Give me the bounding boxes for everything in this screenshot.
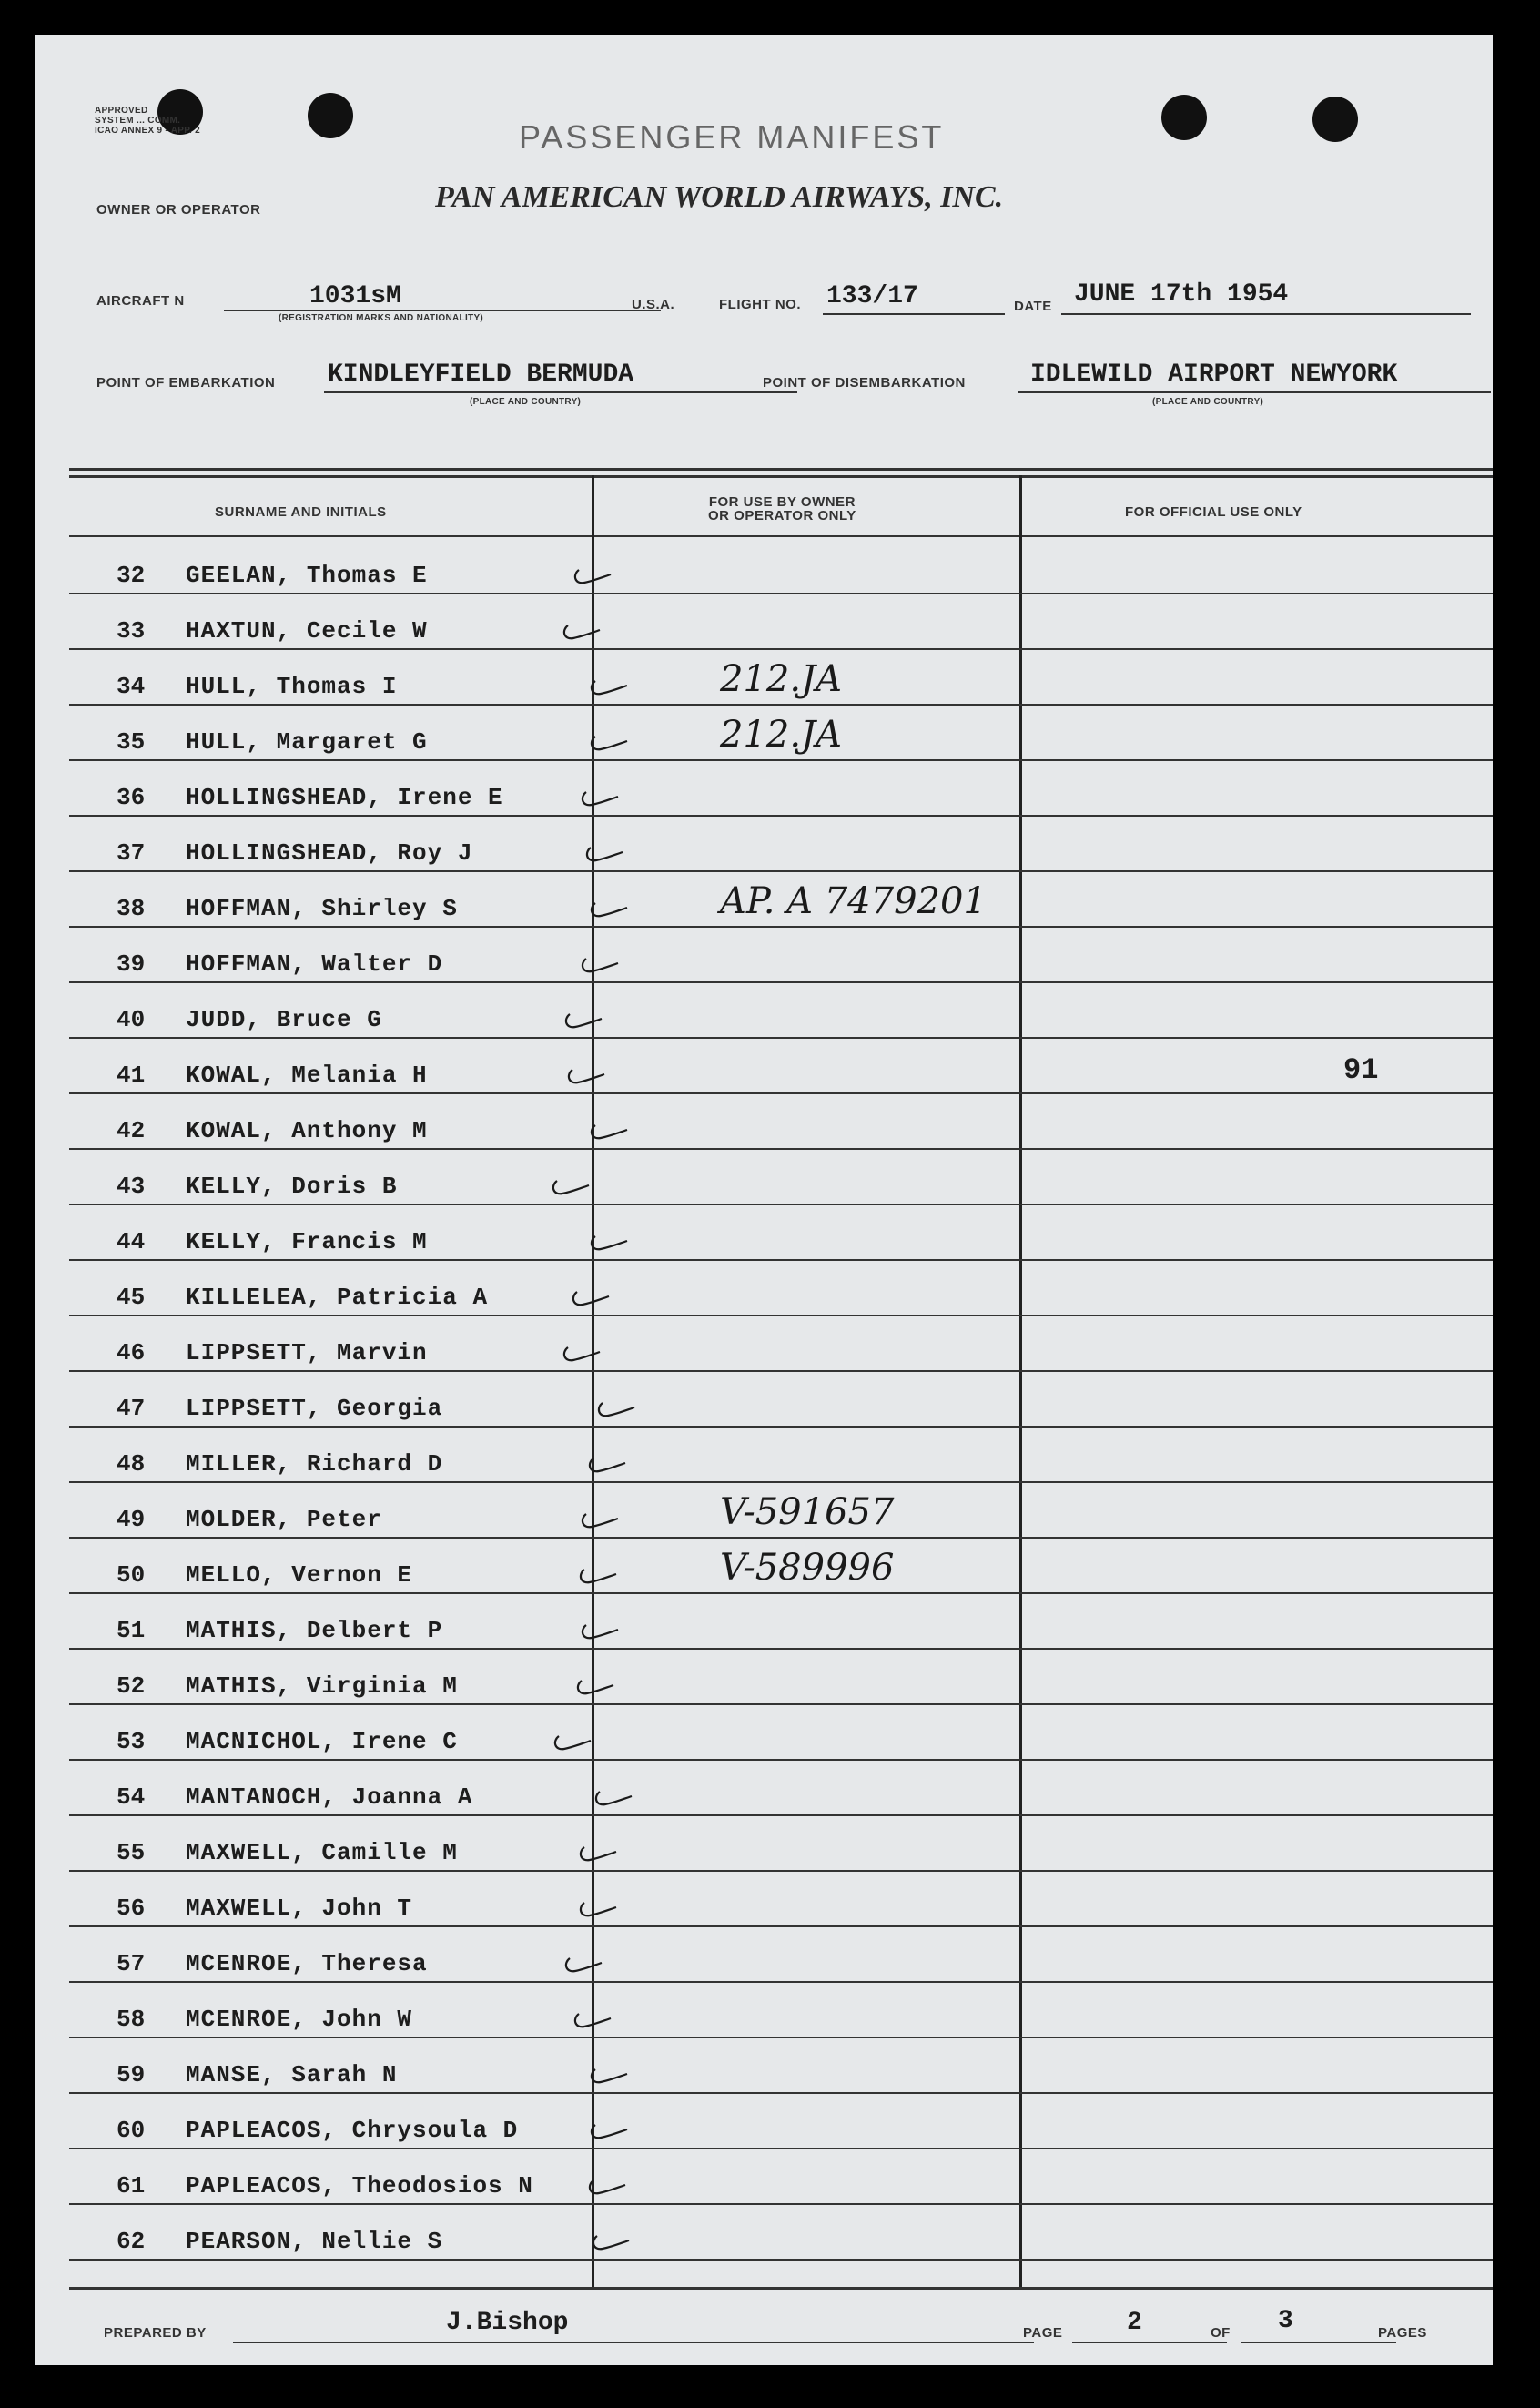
table-row — [69, 1481, 1493, 1539]
checkmark-icon — [588, 1123, 628, 1143]
punch-hole — [308, 93, 353, 138]
table-row — [69, 1092, 1493, 1150]
table-row — [69, 1703, 1493, 1761]
checkmark-icon — [550, 1178, 590, 1198]
checkmark-icon — [588, 678, 628, 698]
table-row — [69, 1537, 1493, 1594]
flight-number: 133/17 — [826, 282, 918, 310]
row-number: 44 — [117, 1228, 146, 1255]
page-title: PASSENGER MANIFEST — [519, 118, 945, 156]
checkmark-icon — [574, 1678, 614, 1698]
row-number: 33 — [117, 617, 146, 645]
row-number: 55 — [117, 1839, 146, 1866]
owner-label: OWNER OR OPERATOR — [96, 202, 261, 218]
passenger-name: MCENROE, John W — [186, 2006, 413, 2033]
row-number: 40 — [117, 1006, 146, 1033]
checkmark-icon — [561, 1345, 601, 1365]
table-row — [69, 648, 1493, 706]
embarkation-label: POINT OF EMBARKATION — [96, 375, 276, 391]
row-number: 35 — [117, 728, 146, 756]
checkmark-icon — [583, 845, 623, 865]
table-row — [69, 2148, 1493, 2205]
punch-hole — [1161, 95, 1207, 140]
table-row — [69, 1148, 1493, 1205]
row-number: 62 — [117, 2228, 146, 2255]
row-number: 38 — [117, 895, 146, 922]
passenger-name: HOLLINGSHEAD, Irene E — [186, 784, 503, 811]
passenger-name: LIPPSETT, Marvin — [186, 1339, 428, 1367]
table-row — [69, 1814, 1493, 1872]
owner-note: V-589996 — [720, 1547, 895, 1589]
country-label: U.S.A. — [632, 297, 675, 312]
date-value: JUNE 17th 1954 — [1074, 280, 1289, 309]
row-number: 36 — [117, 784, 146, 811]
manifest-page — [35, 35, 1493, 2365]
row-number: 54 — [117, 1783, 146, 1811]
checkmark-icon — [577, 1567, 617, 1587]
passenger-name: HOFFMAN, Walter D — [186, 950, 443, 978]
passenger-name: MAXWELL, Camille M — [186, 1839, 458, 1866]
row-number: 46 — [117, 1339, 146, 1367]
table-row — [69, 1259, 1493, 1316]
page-label: PAGE — [1023, 2325, 1063, 2341]
table-row — [69, 759, 1493, 817]
passenger-name: PEARSON, Nellie S — [186, 2228, 443, 2255]
approval-line: APPROVED — [95, 106, 148, 116]
checkmark-icon — [579, 1511, 619, 1531]
airline-name: PAN AMERICAN WORLD AIRWAYS, INC. — [435, 180, 1004, 214]
table-row — [69, 1315, 1493, 1372]
passenger-name: JUDD, Bruce G — [186, 1006, 382, 1033]
row-number: 45 — [117, 1284, 146, 1311]
approval-line: SYSTEM ... COMM. — [95, 116, 181, 126]
table-row — [69, 1870, 1493, 1927]
passenger-name: KELLY, Doris B — [186, 1173, 398, 1200]
checkmark-icon — [588, 2067, 628, 2087]
checkmark-icon — [593, 1789, 633, 1809]
passenger-name: MATHIS, Delbert P — [186, 1617, 443, 1644]
checkmark-icon — [579, 956, 619, 976]
table-row — [69, 593, 1493, 650]
table-row — [69, 1592, 1493, 1650]
row-number: 37 — [117, 839, 146, 867]
row-number: 52 — [117, 1672, 146, 1700]
owner-note: AP. A 7479201 — [720, 880, 987, 922]
passenger-name: LIPPSETT, Georgia — [186, 1395, 443, 1422]
passenger-name: HOFFMAN, Shirley S — [186, 895, 458, 922]
table-row — [69, 2092, 1493, 2149]
column-surname: SURNAME AND INITIALS — [215, 504, 387, 520]
embarkation-value: KINDLEYFIELD BERMUDA — [328, 361, 634, 389]
passenger-name: KOWAL, Melania H — [186, 1062, 428, 1089]
table-row — [69, 704, 1493, 761]
passenger-name: MELLO, Vernon E — [186, 1561, 413, 1589]
table-row — [69, 1648, 1493, 1705]
checkmark-icon — [577, 1900, 617, 1920]
passenger-name: HOLLINGSHEAD, Roy J — [186, 839, 473, 867]
passenger-name: GEELAN, Thomas E — [186, 562, 428, 589]
checkmark-icon — [562, 1956, 603, 1976]
checkmark-icon — [588, 734, 628, 754]
table-row — [69, 1370, 1493, 1428]
row-number: 58 — [117, 2006, 146, 2033]
column-owner-use-line: OR OPERATOR ONLY — [708, 508, 856, 523]
page-number: 2 — [1127, 2309, 1142, 2337]
aircraft-value: 1031sM — [309, 282, 401, 310]
checkmark-icon — [579, 1622, 619, 1642]
row-number: 60 — [117, 2117, 146, 2144]
checkmark-icon — [572, 2011, 612, 2031]
row-number: 49 — [117, 1506, 146, 1533]
checkmark-icon — [590, 2233, 630, 2253]
passenger-name: PAPLEACOS, Theodosios N — [186, 2172, 533, 2200]
table-row — [69, 1204, 1493, 1261]
table-row — [69, 2203, 1493, 2261]
checkmark-icon — [586, 2178, 626, 2198]
table-row — [69, 1925, 1493, 1983]
flight-label: FLIGHT NO. — [719, 297, 801, 312]
row-number: 51 — [117, 1617, 146, 1644]
checkmark-icon — [572, 567, 612, 587]
registration-caption: (REGISTRATION MARKS AND NATIONALITY) — [279, 313, 484, 323]
row-number: 50 — [117, 1561, 146, 1589]
prepared-by-label: PREPARED BY — [104, 2325, 207, 2341]
disembarkation-caption: (PLACE AND COUNTRY) — [1152, 397, 1264, 407]
column-official: FOR OFFICIAL USE ONLY — [1125, 504, 1302, 520]
table-row — [69, 815, 1493, 872]
prepared-by-value: J.Bishop — [446, 2309, 569, 2337]
of-label: OF — [1211, 2325, 1231, 2341]
row-number: 41 — [117, 1062, 146, 1089]
checkmark-icon — [562, 1011, 603, 1031]
total-pages: 3 — [1278, 2307, 1293, 2335]
table-row — [69, 2037, 1493, 2094]
passenger-name: MOLDER, Peter — [186, 1506, 382, 1533]
row-number: 57 — [117, 1950, 146, 1977]
passenger-name: MACNICHOL, Irene C — [186, 1728, 458, 1755]
pages-label: PAGES — [1378, 2325, 1427, 2341]
passenger-name: HULL, Margaret G — [186, 728, 428, 756]
row-number: 59 — [117, 2061, 146, 2088]
approval-stamp — [95, 106, 200, 136]
row-number: 56 — [117, 1895, 146, 1922]
passenger-name: KELLY, Francis M — [186, 1228, 428, 1255]
checkmark-icon — [588, 2122, 628, 2142]
column-owner-use-line: FOR USE BY OWNER — [708, 494, 856, 510]
checkmark-icon — [565, 1067, 605, 1087]
table-row — [69, 1426, 1493, 1483]
passenger-name: MATHIS, Virginia M — [186, 1672, 458, 1700]
passenger-name: MCENROE, Theresa — [186, 1950, 428, 1977]
table-row — [69, 1981, 1493, 2038]
passenger-name: MANTANOCH, Joanna A — [186, 1783, 473, 1811]
passenger-name: KILLELEA, Patricia A — [186, 1284, 489, 1311]
official-note: 91 — [1343, 1053, 1379, 1087]
embarkation-caption: (PLACE AND COUNTRY) — [470, 397, 582, 407]
passenger-name: HAXTUN, Cecile W — [186, 617, 428, 645]
row-number: 39 — [117, 950, 146, 978]
row-number: 47 — [117, 1395, 146, 1422]
checkmark-icon — [586, 1456, 626, 1476]
checkmark-icon — [561, 623, 601, 643]
checkmark-icon — [552, 1733, 592, 1753]
checkmark-icon — [579, 789, 619, 809]
disembarkation-label: POINT OF DISEMBARKATION — [763, 375, 966, 391]
passenger-name: KOWAL, Anthony M — [186, 1117, 428, 1144]
aircraft-label: AIRCRAFT N — [96, 293, 185, 309]
passenger-name: MAXWELL, John T — [186, 1895, 413, 1922]
table-row — [69, 870, 1493, 928]
table-row — [69, 981, 1493, 1039]
row-number: 48 — [117, 1450, 146, 1478]
row-number: 61 — [117, 2172, 146, 2200]
passenger-name: MANSE, Sarah N — [186, 2061, 398, 2088]
passenger-name: PAPLEACOS, Chrysoula D — [186, 2117, 519, 2144]
column-owner-use — [708, 495, 856, 523]
checkmark-icon — [570, 1289, 610, 1309]
row-number: 43 — [117, 1173, 146, 1200]
row-number: 32 — [117, 562, 146, 589]
owner-note: V-591657 — [720, 1491, 895, 1533]
row-number: 53 — [117, 1728, 146, 1755]
row-number: 42 — [117, 1117, 146, 1144]
row-number: 34 — [117, 673, 146, 700]
owner-note: 212.JA — [720, 658, 842, 700]
passenger-name: MILLER, Richard D — [186, 1450, 443, 1478]
checkmark-icon — [595, 1400, 635, 1420]
checkmark-icon — [588, 1234, 628, 1254]
punch-hole — [1312, 97, 1358, 142]
table-row — [69, 926, 1493, 983]
approval-line: ICAO ANNEX 9 - APP. 2 — [95, 126, 200, 136]
date-label: DATE — [1014, 299, 1052, 314]
table-row — [69, 537, 1493, 594]
table-row — [69, 1759, 1493, 1816]
checkmark-icon — [577, 1844, 617, 1864]
checkmark-icon — [588, 900, 628, 920]
owner-note: 212.JA — [720, 714, 842, 756]
disembarkation-value: IDLEWILD AIRPORT NEWYORK — [1030, 361, 1398, 389]
passenger-name: HULL, Thomas I — [186, 673, 398, 700]
table-row — [69, 1037, 1493, 1094]
